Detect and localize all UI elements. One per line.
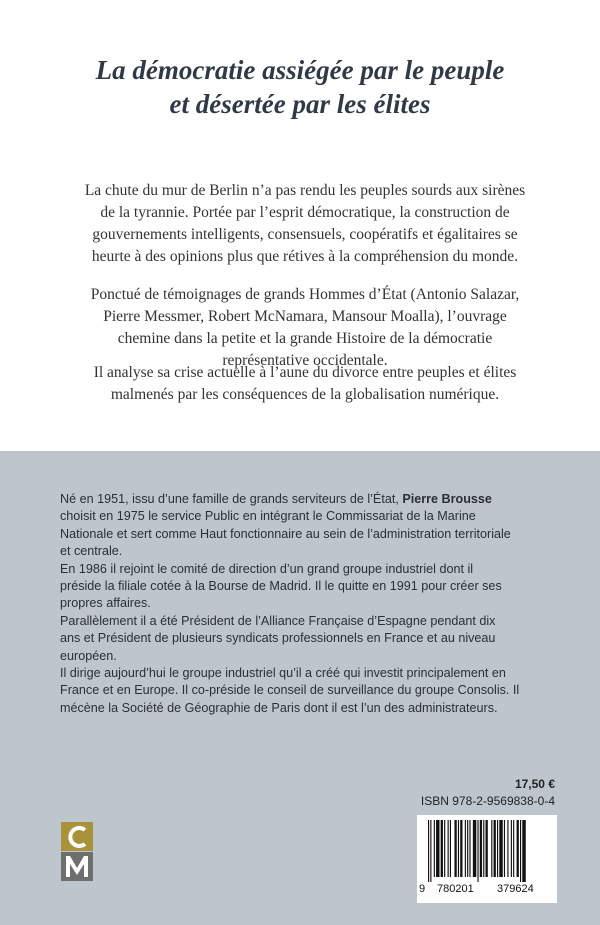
bio-intro: Né en 1951, issu d’une famille de grands serviteurs de l’État,: [60, 492, 403, 506]
author-bio-panel: [0, 451, 600, 925]
barcode-bar: [513, 820, 514, 877]
price: 17,50 €: [514, 777, 555, 791]
bio-line: France et en Europe. Il co-préside le conseil de surveillance du groupe Consolis. Il: [60, 683, 520, 698]
barcode-bar: [497, 820, 498, 877]
bio-line: ans et Président de plusieurs syndicats professionnels en France et au niveau: [60, 631, 496, 646]
barcode-bar: [467, 820, 468, 877]
barcode: [417, 815, 557, 903]
bio-line: [60, 491, 560, 508]
blurb-line: gouvernements intelligents, consensuels, coopératifs et égalitaires se: [92, 226, 518, 243]
bio-line: choisit en 1975 le service Public en intégrant le Commissariat de la Marine: [60, 509, 476, 524]
publisher-logo: [61, 822, 93, 881]
barcode-bar: [434, 820, 435, 877]
barcode-bar: [465, 820, 466, 877]
barcode-bar: [520, 820, 521, 882]
blurb-line: représentative occidentale.: [222, 352, 388, 369]
blurb-paragraph-2: [55, 284, 555, 372]
blurb-line: chemine dans la petite et la grande Histoire de la démocratie: [117, 330, 493, 347]
barcode-bar: [428, 820, 429, 882]
barcode-group-2: 379624: [497, 883, 534, 895]
barcode-bar: [450, 820, 451, 877]
barcode-bar: [454, 820, 456, 877]
barcode-bar: [444, 820, 445, 877]
blurb-paragraph-1: [55, 180, 555, 268]
top-section: [0, 0, 600, 451]
title-line-1: La démocratie assiégée par le peuple: [95, 55, 505, 85]
bio-line: propres affaires.: [60, 596, 151, 611]
barcode-bar: [460, 820, 462, 877]
barcode-bar: [511, 820, 512, 877]
bio-line: En 1986 il rejoint le comité de direction d’un grand groupe industriel dont il: [60, 561, 474, 576]
barcode-bar: [477, 820, 478, 882]
bio-line: Parallèlement il a été Président de l’Alliance Française d’Espagne pendant dix: [60, 613, 496, 628]
blurb-line: de la tyrannie. Portée par l’esprit démocratique, la construction de: [100, 204, 510, 221]
blurb-line: La chute du mur de Berlin n’a pas rendu les peuples sourds aux sirènes: [84, 182, 526, 199]
barcode-bar: [504, 820, 505, 877]
blurb-paragraph-3: [55, 362, 555, 406]
bio-line: européen.: [60, 648, 117, 663]
barcode-bar: [491, 820, 492, 877]
bio-line: et centrale.: [60, 544, 123, 559]
blurb-line: malmenés par les conséquences de la globalisation numérique.: [110, 386, 500, 403]
barcode-bar: [436, 820, 439, 877]
barcode-bar: [480, 820, 482, 877]
barcode-bars: [424, 820, 550, 882]
blurb-line: Il analyse sa crise actuelle à l’aune du divorce entre peuples et élites: [93, 364, 517, 381]
barcode-bar: [458, 820, 459, 877]
barcode-bar: [522, 820, 525, 882]
isbn: ISBN 978-2-9569838-0-4: [420, 794, 555, 808]
author-name: Pierre Brousse: [402, 492, 492, 506]
blurb-line: Pierre Messmer, Robert McNamara, Mansour Moalla), l’ouvrage: [103, 308, 507, 325]
bio-line: mécène la Société de Géographie de Paris dont il est l’un des administrateurs.: [60, 700, 498, 715]
barcode-digit-first: 9: [419, 883, 426, 895]
barcode-bar: [469, 820, 470, 877]
barcode-bar: [473, 820, 476, 877]
author-bio: [60, 491, 560, 717]
blurb-line: Ponctué de témoignages de grands Hommes d’État (Antonio Salazar,: [90, 286, 520, 303]
bio-line: Nationale et sert comme Haut fonctionnaire au sein de l’administration territoriale: [60, 526, 511, 541]
bio-line: préside la filiale cotée à la Bourse de Madrid. Il le quitte en 1991 pour créer ses: [60, 579, 502, 594]
barcode-bar: [517, 820, 519, 877]
barcode-bar: [486, 820, 488, 877]
blurb-line: heurte à des opinions plus que rétives à la compréhension du monde.: [91, 248, 519, 265]
barcode-bar: [494, 820, 496, 877]
barcode-bar: [430, 820, 431, 882]
barcode-bar: [441, 820, 443, 877]
bio-line: Il dirige aujourd’hui le groupe industriel qu’il a créé qui investit principalement en: [60, 666, 506, 681]
barcode-bar: [507, 820, 508, 877]
barcode-bar: [499, 820, 502, 877]
book-title: [0, 53, 600, 121]
title-line-2: et désertée par les élites: [169, 89, 431, 119]
barcode-bar: [448, 820, 449, 877]
barcode-group-1: 780201: [437, 883, 474, 895]
barcode-bar: [483, 820, 484, 877]
